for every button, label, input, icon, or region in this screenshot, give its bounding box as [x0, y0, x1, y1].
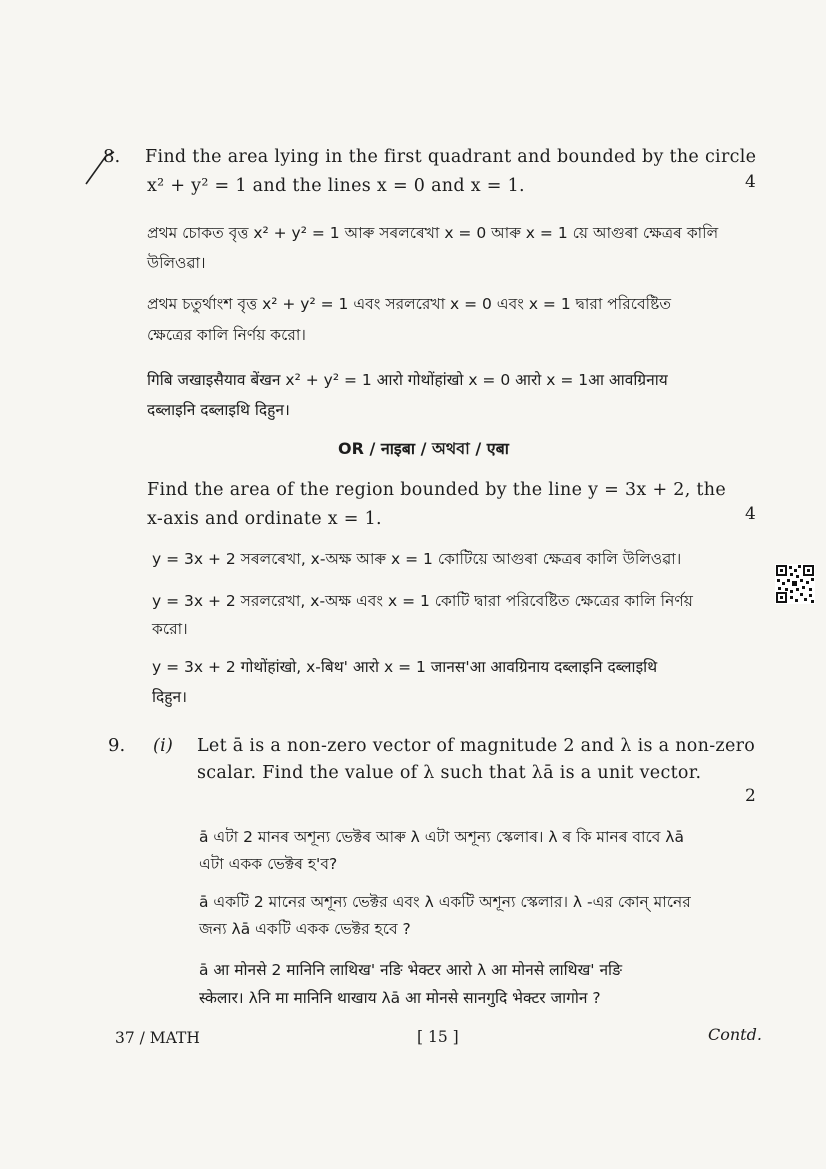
page-number: [ 15 ]: [417, 1028, 459, 1046]
question-number-8: 8.: [103, 146, 121, 167]
q8-bodo-line1: गिबि जखाइसैयाव बेंखन x² + y² = 1 आरो गोथोंहांखो x = 0 आरो x = 1आ आवग्रिनाय: [147, 371, 668, 389]
q8alt-bodo-line1: y = 3x + 2 गोथोंहांखो, x-बिथ' आरो x = 1 जानस'आ आवग्रिनाय दब्लाइनि दब्लाइथि: [152, 658, 658, 676]
q9-bodo-line2: स्केलार। λनि मा मानिनि थाखाय λā आ मोनसे सानगुदि भेक्टर जागोन ?: [199, 989, 601, 1007]
q9-english-line2: scalar. Find the value of λ such that λā is a unit vector.: [197, 763, 702, 783]
q8alt-bengali-line2: করো।: [152, 620, 188, 638]
q9-english-line1: Let ā is a non-zero vector of magnitude 2 and λ is a non-zero: [197, 736, 756, 756]
q9-bengali-line2: জন্য λā একটি একক ভেক্টর হবে ?: [199, 920, 411, 938]
or-separator: OR / नाइबा / অথবা / एबा: [338, 439, 509, 458]
q9-assamese-line2: এটা একক ভেক্টৰ হ'ব?: [199, 855, 338, 873]
qr-code-image: [775, 564, 815, 604]
continued-label: Contd.: [708, 1025, 762, 1044]
q8alt-bengali-line1: y = 3x + 2 সরলরেখা, x-অক্ষ এবং x = 1 কোটি দ্বারা পরিবেষ্টিত ক্ষেত্রের কালি নির্ণয়: [152, 592, 693, 610]
q8-marks: 4: [745, 172, 756, 192]
q9-bodo-line1: ā आ मोनसे 2 मानिनि लाथिख' नङि भेक्टर आरो λ आ मोनसे लाथिख' नङि: [199, 961, 622, 979]
q8-english-line2: x² + y² = 1 and the lines x = 0 and x = 1.: [147, 176, 525, 196]
q9-assamese-line1: ā এটা 2 মানৰ অশূন্য ভেক্টৰ আৰু λ এটা অশূন্য স্কেলাৰ। λ ৰ কি মানৰ বাবে λā: [199, 828, 684, 846]
paper-code: 37 / MATH: [115, 1029, 200, 1047]
q8alt-english-line1: Find the area of the region bounded by the line y = 3x + 2, the: [147, 480, 726, 500]
q8-english-line1: Find the area lying in the first quadrant and bounded by the circle: [145, 147, 757, 167]
q8alt-marks: 4: [745, 504, 756, 524]
q9-part-label: (i): [153, 736, 174, 756]
q8alt-bodo-line2: दिहुन।: [152, 688, 187, 706]
q8-bodo-line2: दब्लाइनि दब्लाइथि दिहुन।: [147, 401, 290, 419]
q8-assamese-line1: প্ৰথম চোকত বৃত্ত x² + y² = 1 আৰু সৰলৰেখা x = 0 আৰু x = 1 য়ে আগুৰা ক্ষেত্ৰৰ কালি: [147, 224, 719, 242]
q8-assamese-line2: উলিওৱা।: [147, 254, 206, 272]
question-number-9: 9.: [108, 735, 126, 756]
q8-bengali-line1: প্রথম চতুর্থাংশ বৃত্ত x² + y² = 1 এবং সরলরেখা x = 0 এবং x = 1 দ্বারা পরিবেষ্টিত: [147, 295, 671, 313]
q9-marks: 2: [745, 786, 756, 806]
q8-bengali-line2: ক্ষেত্রের কালি নির্ণয় করো।: [147, 326, 306, 344]
q8alt-assamese-line1: y = 3x + 2 সৰলৰেখা, x-অক্ষ আৰু x = 1 কোটিয়ে আগুৰা ক্ষেত্ৰৰ কালি উলিওৱা।: [152, 550, 682, 568]
q8alt-english-line2: x-axis and ordinate x = 1.: [147, 509, 382, 529]
q9-bengali-line1: ā একটি 2 মানের অশূন্য ভেক্টর এবং λ একটি অশূন্য স্কেলার। λ -এর কোন্ মানের: [199, 893, 691, 911]
